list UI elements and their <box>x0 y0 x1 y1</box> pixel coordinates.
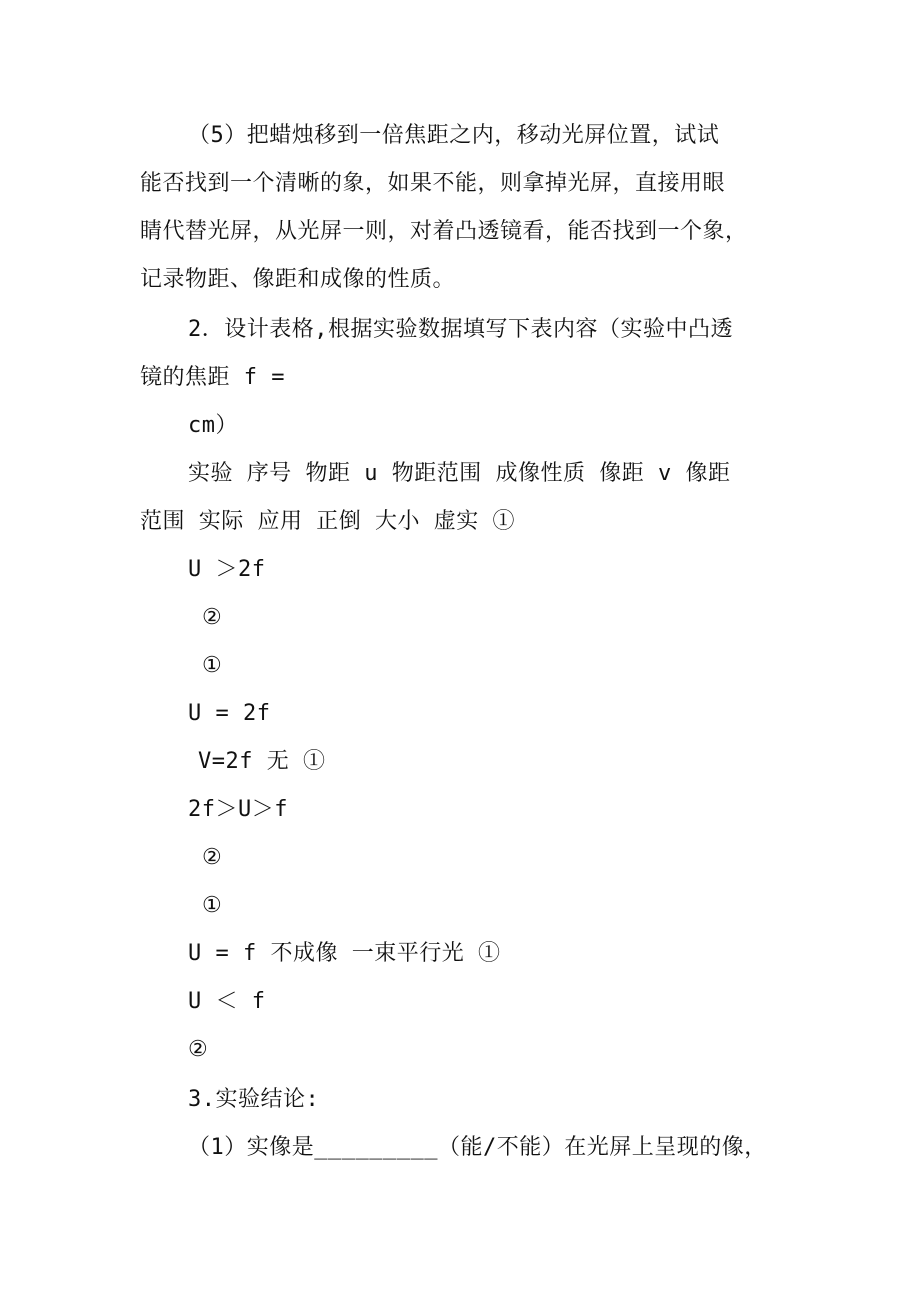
table-cell-circled-1b: ① <box>202 893 223 918</box>
table-row-2f-gt-u-gt-f: 2f＞U＞f <box>188 797 288 822</box>
table-row-u-eq-f: U = f 不成像 一束平行光 ① <box>188 941 501 966</box>
step-5-line-2: 能否找到一个清晰的象，如果不能，则拿掉光屏，直接用眼 <box>140 171 726 196</box>
table-cell-circled-2: ② <box>202 605 223 630</box>
table-cell-circled-1: ① <box>202 653 223 678</box>
section-2-line-3: cm） <box>188 413 238 438</box>
table-cell-circled-2b: ② <box>202 845 223 870</box>
table-row-u-eq-2f: U = 2f <box>188 701 271 726</box>
step-5-line-4: 记录物距、像距和成像的性质。 <box>140 267 456 292</box>
section-2-line-1: 2．设计表格,根据实验数据填写下表内容（实验中凸透 <box>188 317 733 342</box>
section-3-heading: 3.实验结论: <box>188 1087 320 1112</box>
table-row-u-gt-2f: U ＞2f <box>188 557 266 582</box>
table-header-line-1: 实验 序号 物距 u 物距范围 成像性质 像距 v 像距 <box>188 461 731 486</box>
step-5-line-1: （5）把蜡烛移到一倍焦距之内，移动光屏位置，试试 <box>188 123 720 148</box>
table-row-v-eq-2f: V=2f 无 ① <box>198 749 326 774</box>
table-row-u-lt-f: U ＜ f <box>188 989 266 1014</box>
table-cell-circled-2c: ② <box>188 1037 209 1062</box>
section-2-line-2: 镜的焦距 f = <box>140 365 285 390</box>
conclusion-1-line: （1）实像是_________（能/不能）在光屏上呈现的像， <box>188 1135 767 1160</box>
step-5-line-3: 睛代替光屏，从光屏一则，对着凸透镜看，能否找到一个象， <box>140 219 748 244</box>
table-header-line-2: 范围 实际 应用 正倒 大小 虚实 ① <box>140 509 515 534</box>
